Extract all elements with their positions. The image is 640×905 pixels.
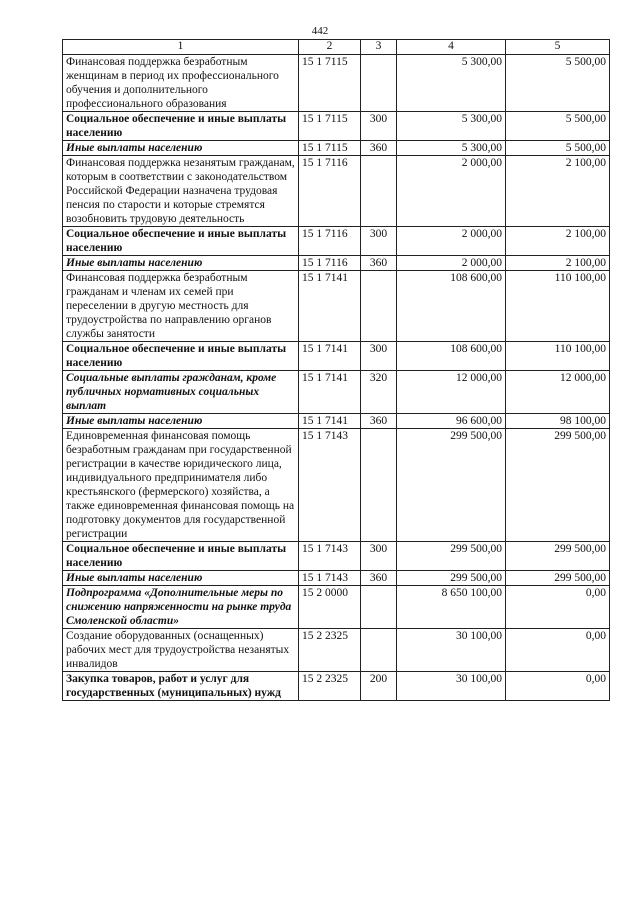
row-value-2022-cell: 0,00 — [506, 586, 610, 629]
row-kind-cell: 300 — [361, 227, 397, 256]
row-name-cell: Единовременная финансовая помощь безработным гражданам при государственной регистрации в качестве юридического лица, индивидуального предпринимателя либо крестьянского (фермерского) хозяйства, а также единовременная финансовая помощь на подготовку документов для государственной регистрации — [63, 429, 299, 542]
row-value-2021-cell: 2 000,00 — [397, 227, 506, 256]
row-kind-cell — [361, 55, 397, 112]
row-value-2021-cell: 299 500,00 — [397, 542, 506, 571]
header-col-2: 2 — [299, 40, 361, 55]
row-code-cell: 15 2 2325 — [299, 629, 361, 672]
row-value-2022-cell: 2 100,00 — [506, 256, 610, 271]
row-value-2021-cell: 299 500,00 — [397, 429, 506, 542]
row-kind-cell — [361, 429, 397, 542]
table-row — [63, 227, 610, 256]
table-row — [63, 629, 610, 672]
row-name-cell: Иные выплаты населению — [63, 141, 299, 156]
row-code-cell: 15 1 7115 — [299, 141, 361, 156]
row-name-cell: Подпрограмма «Дополнительные меры по снижению напряженности на рынке труда Смоленской области» — [63, 586, 299, 629]
row-value-2022-cell: 2 100,00 — [506, 227, 610, 256]
row-value-2021-cell: 5 300,00 — [397, 55, 506, 112]
table-row — [63, 429, 610, 542]
row-value-2021-cell: 5 300,00 — [397, 141, 506, 156]
row-name-cell: Финансовая поддержка безработным женщинам в период их профессионального обучения и дополнительного профессионального образования — [63, 55, 299, 112]
row-value-2021-cell: 96 600,00 — [397, 414, 506, 429]
row-value-2022-cell: 110 100,00 — [506, 342, 610, 371]
row-code-cell: 15 1 7143 — [299, 429, 361, 542]
row-code-cell: 15 2 2325 — [299, 672, 361, 701]
budget-table — [62, 39, 610, 701]
row-name-cell: Социальное обеспечение и иные выплаты населению — [63, 112, 299, 141]
table-row — [63, 542, 610, 571]
row-name-cell: Закупка товаров, работ и услуг для государственных (муниципальных) нужд — [63, 672, 299, 701]
table-row — [63, 156, 610, 227]
row-name-cell: Социальное обеспечение и иные выплаты населению — [63, 227, 299, 256]
row-code-cell: 15 1 7116 — [299, 256, 361, 271]
row-code-cell: 15 1 7141 — [299, 414, 361, 429]
row-code-cell: 15 1 7116 — [299, 227, 361, 256]
row-name-cell: Иные выплаты населению — [63, 571, 299, 586]
table-row — [63, 141, 610, 156]
row-name-cell: Социальное обеспечение и иные выплаты населению — [63, 342, 299, 371]
row-kind-cell — [361, 629, 397, 672]
row-value-2022-cell: 299 500,00 — [506, 571, 610, 586]
row-value-2022-cell: 299 500,00 — [506, 542, 610, 571]
header-col-4: 4 — [397, 40, 506, 55]
row-kind-cell — [361, 156, 397, 227]
row-code-cell: 15 1 7141 — [299, 342, 361, 371]
table-row — [63, 112, 610, 141]
row-kind-cell: 300 — [361, 342, 397, 371]
row-kind-cell — [361, 586, 397, 629]
row-value-2022-cell: 0,00 — [506, 629, 610, 672]
table-row — [63, 371, 610, 414]
row-value-2021-cell: 299 500,00 — [397, 571, 506, 586]
table-row — [63, 672, 610, 701]
row-kind-cell: 360 — [361, 414, 397, 429]
row-name-cell: Социальное обеспечение и иные выплаты населению — [63, 542, 299, 571]
page-number: 442 — [311, 25, 329, 37]
row-name-cell: Иные выплаты населению — [63, 256, 299, 271]
row-value-2021-cell: 108 600,00 — [397, 271, 506, 342]
row-value-2021-cell: 8 650 100,00 — [397, 586, 506, 629]
row-value-2021-cell: 5 300,00 — [397, 112, 506, 141]
row-code-cell: 15 1 7143 — [299, 542, 361, 571]
row-value-2021-cell: 12 000,00 — [397, 371, 506, 414]
row-code-cell: 15 2 0000 — [299, 586, 361, 629]
table-row — [63, 256, 610, 271]
row-value-2022-cell: 0,00 — [506, 672, 610, 701]
row-value-2022-cell: 5 500,00 — [506, 112, 610, 141]
header-row — [63, 40, 610, 55]
row-name-cell: Иные выплаты населению — [63, 414, 299, 429]
row-value-2021-cell: 30 100,00 — [397, 672, 506, 701]
table-row — [63, 571, 610, 586]
row-kind-cell: 360 — [361, 571, 397, 586]
row-kind-cell: 320 — [361, 371, 397, 414]
row-name-cell: Финансовая поддержка незанятым гражданам, которым в соответствии с законодательством Российской Федерации назначена трудовая пенсия по старости и которые стремятся возобновить трудовую деятельность — [63, 156, 299, 227]
row-code-cell: 15 1 7141 — [299, 371, 361, 414]
row-value-2022-cell: 5 500,00 — [506, 141, 610, 156]
row-kind-cell: 200 — [361, 672, 397, 701]
row-kind-cell: 360 — [361, 256, 397, 271]
row-value-2022-cell: 98 100,00 — [506, 414, 610, 429]
row-name-cell: Социальные выплаты гражданам, кроме публичных нормативных социальных выплат — [63, 371, 299, 414]
header-col-3: 3 — [361, 40, 397, 55]
header-col-1: 1 — [63, 40, 299, 55]
row-name-cell: Создание оборудованных (оснащенных) рабочих мест для трудоустройства незанятых инвалидов — [63, 629, 299, 672]
row-code-cell: 15 1 7115 — [299, 55, 361, 112]
table-row — [63, 586, 610, 629]
row-value-2022-cell: 2 100,00 — [506, 156, 610, 227]
row-name-cell: Финансовая поддержка безработным гражданам и членам их семей при переселении в другую местность для трудоустройства по направлению органов службы занятости — [63, 271, 299, 342]
table-row — [63, 414, 610, 429]
row-code-cell: 15 1 7116 — [299, 156, 361, 227]
row-value-2022-cell: 12 000,00 — [506, 371, 610, 414]
row-value-2021-cell: 30 100,00 — [397, 629, 506, 672]
row-code-cell: 15 1 7143 — [299, 571, 361, 586]
row-kind-cell: 360 — [361, 141, 397, 156]
row-kind-cell: 300 — [361, 542, 397, 571]
table-row — [63, 55, 610, 112]
row-value-2021-cell: 2 000,00 — [397, 156, 506, 227]
header-col-5: 5 — [506, 40, 610, 55]
table-row — [63, 271, 610, 342]
row-value-2021-cell: 108 600,00 — [397, 342, 506, 371]
row-code-cell: 15 1 7115 — [299, 112, 361, 141]
row-kind-cell — [361, 271, 397, 342]
row-value-2022-cell: 5 500,00 — [506, 55, 610, 112]
row-value-2021-cell: 2 000,00 — [397, 256, 506, 271]
row-value-2022-cell: 299 500,00 — [506, 429, 610, 542]
row-value-2022-cell: 110 100,00 — [506, 271, 610, 342]
row-kind-cell: 300 — [361, 112, 397, 141]
row-code-cell: 15 1 7141 — [299, 271, 361, 342]
table-row — [63, 342, 610, 371]
